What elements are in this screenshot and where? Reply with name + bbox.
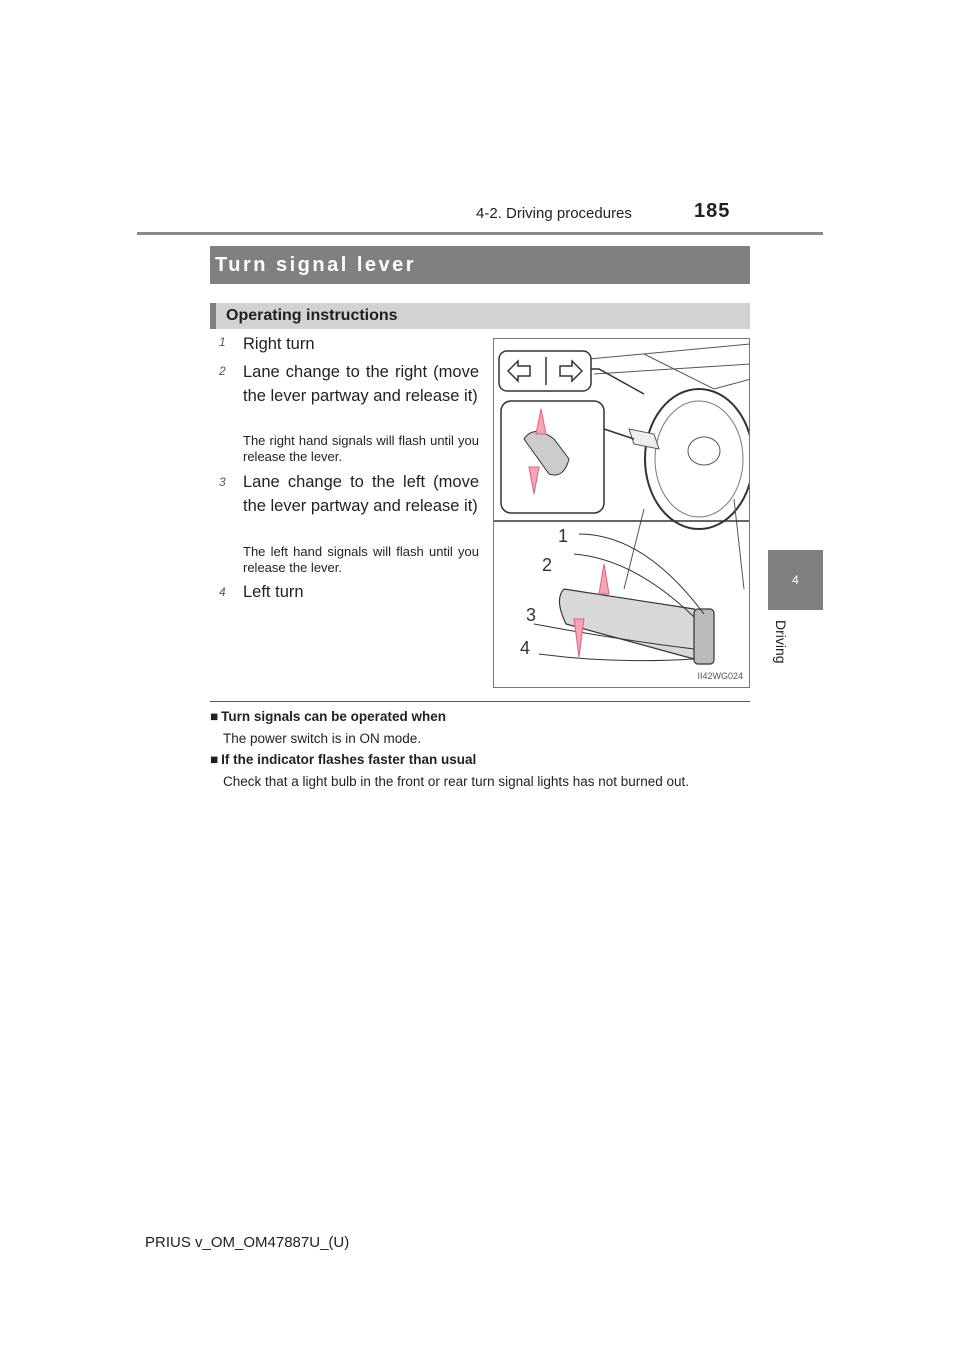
page-number: 185 [694, 200, 731, 222]
lever-up-arrow-icon [599, 564, 609, 594]
footer-doc-id: PRIUS v_OM_OM47887U_(U) [145, 1234, 350, 1251]
step-number-1: 1 [219, 335, 226, 349]
callout-2: 2 [542, 555, 553, 575]
callout-1: 1 [558, 526, 569, 546]
chapter-label: Driving [773, 620, 789, 664]
page-title [210, 246, 750, 284]
lever-down-arrow-icon [574, 619, 584, 657]
step-text-2: Lane change to the right (move the lever partway and release it) [243, 363, 479, 405]
square-bullet-icon: ■ [210, 709, 219, 724]
step-number-3: 3 [219, 475, 226, 489]
note-heading-2 [210, 752, 476, 767]
note-heading-1 [210, 709, 446, 724]
note-heading-1-text: Turn signals can be operated when [221, 709, 446, 724]
lever-diagram-svg [494, 339, 750, 688]
step-text-4: Left turn [243, 583, 304, 601]
header-divider [137, 232, 823, 235]
turn-signal-illustration [493, 338, 750, 688]
step-number-2: 2 [219, 364, 226, 378]
step-number-4: 4 [219, 585, 226, 599]
subsection-title: Operating instructions [210, 303, 750, 329]
page-title-text: Turn signal lever [215, 254, 417, 276]
callout-4: 4 [520, 638, 531, 658]
step-note-3: The left hand signals will flash until you release the lever. [243, 544, 479, 575]
square-bullet-icon: ■ [210, 752, 219, 767]
note-body-1: The power switch is in ON mode. [223, 731, 422, 746]
step-note-2: The right hand signals will flash until you release the lever. [243, 433, 479, 464]
note-heading-2-text: If the indicator flashes faster than usual [221, 752, 477, 767]
chapter-tab: 4 [768, 550, 823, 610]
step-text-1: Right turn [243, 335, 315, 353]
note-body-2: Check that a light bulb in the front or rear turn signal lights has not burned out. [223, 774, 690, 789]
callout-3: 3 [526, 605, 537, 625]
figure-code: II42WG024 [697, 671, 743, 681]
step-text-3: Lane change to the left (move the lever partway and release it) [243, 473, 479, 515]
section-title: 4-2. Driving procedures [476, 205, 632, 222]
notes-divider [210, 701, 750, 702]
steering-wheel-icon [645, 389, 750, 529]
